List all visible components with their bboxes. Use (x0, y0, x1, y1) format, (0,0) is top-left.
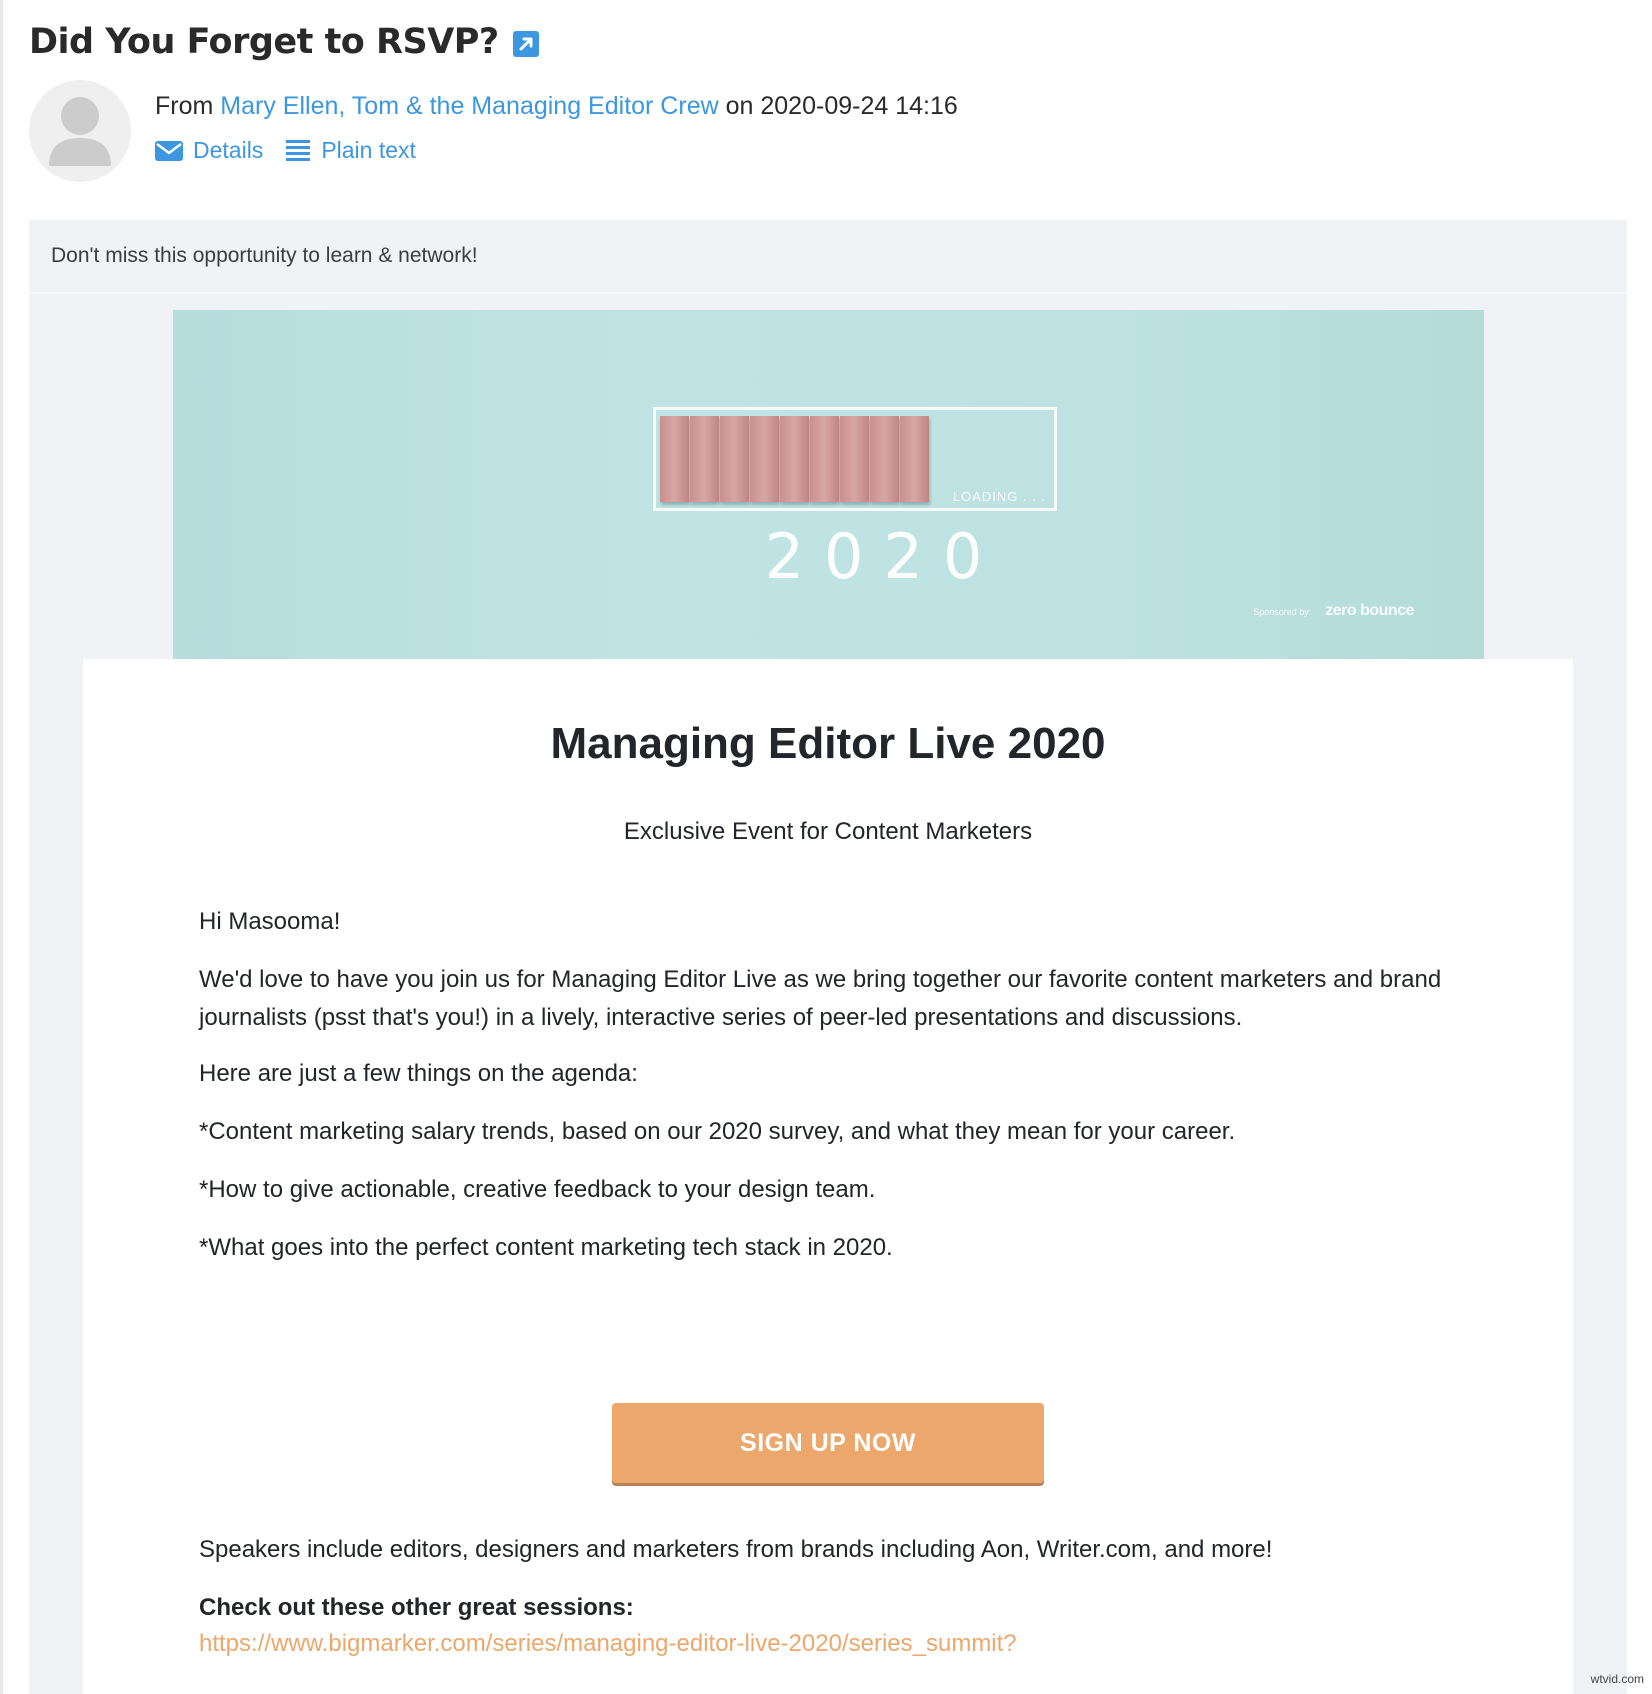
from-label: From (155, 92, 214, 120)
agenda-item: *Content marketing salary trends, based on our 2020 survey, and what they mean for your career. (199, 1118, 1236, 1145)
envelope-icon (155, 140, 183, 162)
window-left-border (0, 0, 3, 1694)
intro-paragraph: We'd love to have you join us for Managing Editor Live as we bring together our favorite content marketers and brand journalists (psst that's you!) in a lively, interactive series of peer-led presentations and discussions. (199, 966, 1442, 1031)
email-content-card (83, 659, 1573, 1694)
loading-block (660, 416, 689, 502)
agenda-intro: Here are just a few things on the agenda: (199, 1060, 638, 1087)
agenda-item: *What goes into the perfect content marketing tech stack in 2020. (199, 1234, 893, 1261)
loading-block (840, 416, 869, 502)
lines-icon (285, 138, 311, 164)
loading-bar-graphic (653, 407, 1057, 511)
loading-block (690, 416, 719, 502)
open-in-new-window-icon[interactable] (513, 31, 539, 57)
sessions-link[interactable]: https://www.bigmarker.com/series/managing-editor-live-2020/series_summit? (199, 1630, 1017, 1657)
speakers-paragraph: Speakers include editors, designers and marketers from brands including Aon, Writer.com, and more! (199, 1536, 1273, 1563)
sign-up-now-button[interactable]: SIGN UP NOW (612, 1403, 1044, 1483)
event-subheadline: Exclusive Event for Content Marketers (623, 818, 1033, 845)
plain-text-label: Plain text (321, 137, 416, 163)
loading-label: LOADING . . . (952, 489, 1046, 504)
preheader-divider (29, 292, 1627, 294)
message-meta (155, 92, 958, 164)
sessions-heading: Check out these other great sessions: (199, 1594, 634, 1621)
loading-block (720, 416, 749, 502)
from-line (155, 92, 958, 121)
event-headline: Managing Editor Live 2020 (550, 719, 1106, 768)
hero-banner-image (173, 310, 1484, 659)
sender-avatar (29, 80, 131, 182)
details-button[interactable] (155, 137, 263, 164)
loading-block (870, 416, 899, 502)
loading-block (900, 416, 929, 502)
email-subject: Did You Forget to RSVP? (29, 22, 499, 62)
loading-block (750, 416, 779, 502)
message-actions (155, 137, 958, 164)
banner-year: 2020 (764, 520, 1003, 593)
sponsor-logo: zero bounce (1325, 602, 1414, 619)
greeting: Hi Masooma! (199, 908, 341, 935)
email-view (29, 0, 1627, 1694)
date-label: on (725, 92, 754, 120)
sent-date: 2020-09-24 14:16 (760, 92, 958, 120)
agenda-item: *How to give actionable, creative feedback to your design team. (199, 1176, 876, 1203)
email-body-frame (29, 220, 1627, 1694)
plain-text-button[interactable] (285, 137, 416, 164)
subject-row (29, 22, 539, 62)
details-label: Details (193, 137, 264, 163)
default-user-icon (29, 80, 131, 182)
watermark: wtvid.com (1590, 1672, 1644, 1686)
sponsor-label: Sponsored by: (1253, 607, 1312, 617)
sender-link[interactable]: Mary Ellen, Tom & the Managing Editor Crew (220, 92, 719, 120)
preheader-text: Don't miss this opportunity to learn & network! (51, 244, 478, 267)
sponsor-mark (1253, 602, 1414, 620)
loading-block (780, 416, 809, 502)
loading-block (810, 416, 839, 502)
